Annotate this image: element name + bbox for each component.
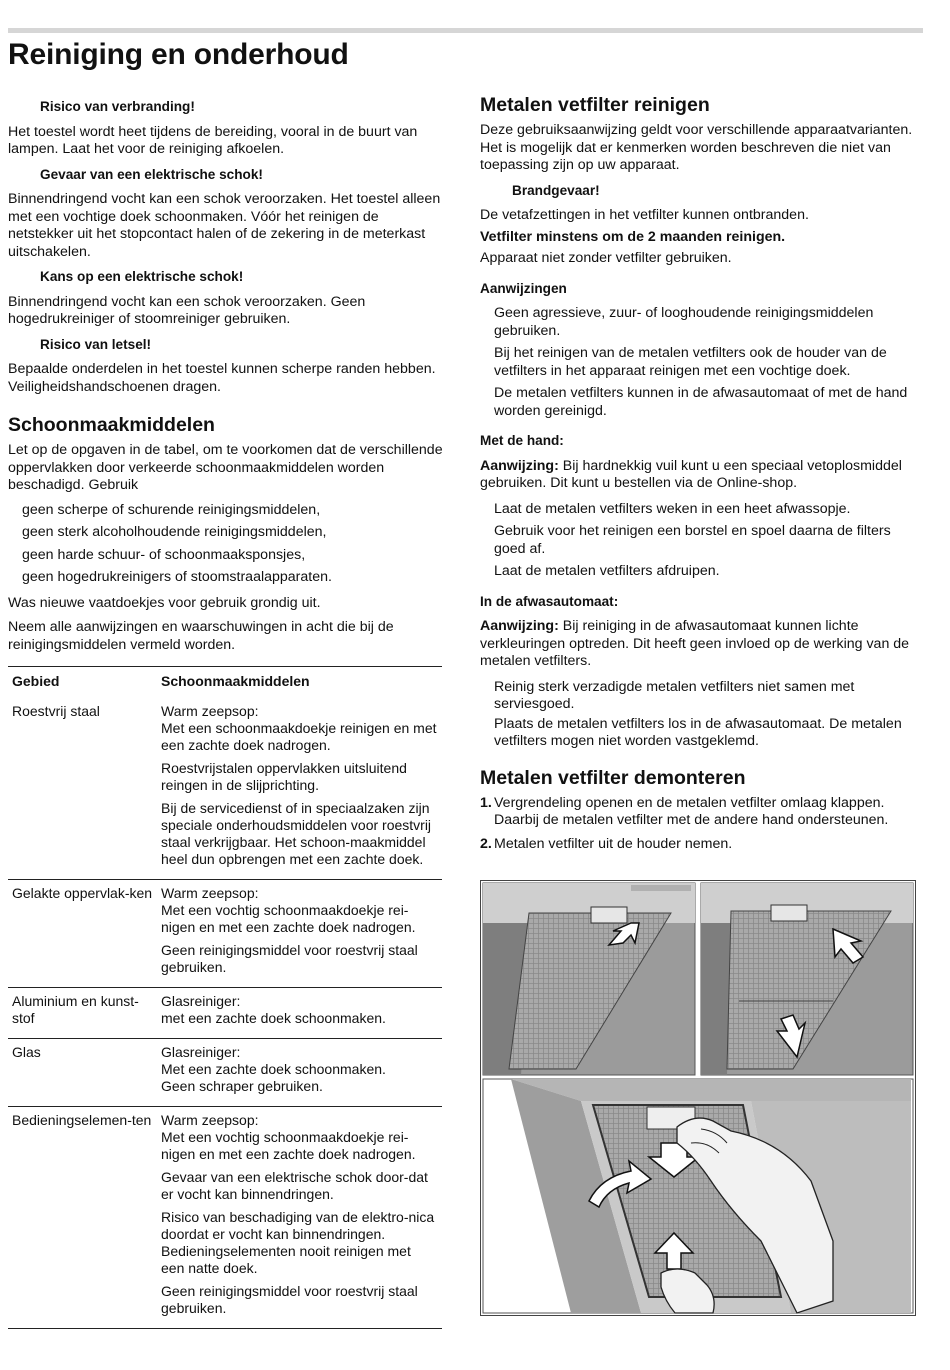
cleaning-list-item: geen sterk alcoholhoudende reinigingsmiddelen, bbox=[22, 524, 327, 540]
table-cell-agent bbox=[157, 698, 442, 880]
warning-text: Het toestel wordt heet tijdens de bereiding, vooral in de buurt van lampen. Laat het voor de reiniging afkoelen. bbox=[8, 123, 418, 157]
hand-note bbox=[480, 458, 920, 493]
cleaning-list-item: geen scherpe of schurende reinigingsmiddelen, bbox=[22, 501, 321, 518]
step-text: Metalen vetfilter uit de houder nemen. bbox=[494, 835, 733, 852]
panel-remove bbox=[483, 1079, 913, 1313]
note-label: Aanwijzing: bbox=[480, 457, 559, 474]
table-row bbox=[8, 880, 442, 988]
table-cell-agent bbox=[157, 880, 442, 988]
table-cell-paragraph: Geen reinigingsmiddel voor roestvrij staal gebruiken. bbox=[161, 942, 418, 975]
fire-warning-text: De vetafzettingen in het vetfilter kunnen ontbranden. bbox=[480, 207, 809, 223]
note-text: Bij reiniging in de afwasautomaat kunnen lichte verkleuringen optreden. Dit heeft geen invloed op de werking van de metalen vetfilters. bbox=[480, 618, 910, 669]
table-cell-paragraph: Glasreiniger: met een zachte doek schoonmaken. bbox=[161, 993, 386, 1026]
hand-step: Laat de metalen vetfilters afdruipen. bbox=[494, 563, 720, 579]
warning-label: Risico van verbranding! bbox=[40, 99, 195, 114]
page-title: Reiniging en onderhoud bbox=[8, 38, 349, 71]
fire-warning-text2: Apparaat niet zonder vetfilter gebruiken. bbox=[480, 250, 732, 266]
panel-fold-down bbox=[701, 883, 913, 1075]
right-column bbox=[480, 94, 920, 859]
table-cell-paragraph: Warm zeepsop: Met een vochtig schoonmaakdoekje rei-nigen en met een zachte doek nadrogen. bbox=[161, 1112, 416, 1162]
table-cell-area: Aluminium en kunst-stof bbox=[8, 988, 157, 1039]
fire-warning-bold: Vetfilter minstens om de 2 maanden reinigen. bbox=[480, 228, 786, 245]
filter-dismount-illustration bbox=[480, 880, 916, 1316]
dishwasher-step: Reinig sterk verzadigde metalen vetfilters niet samen met serviesgoed. bbox=[494, 678, 855, 712]
note-label: Aanwijzing: bbox=[480, 618, 559, 634]
table-cell-paragraph: Glasreiniger: Met een zachte doek schoonmaken. Geen schraper gebruiken. bbox=[161, 1044, 386, 1094]
hand-step: Laat de metalen vetfilters weken in een heet afwassopje. bbox=[494, 500, 851, 517]
table-cell-area: Glas bbox=[8, 1039, 157, 1107]
warning-text: Bepaalde onderdelen in het toestel kunnen scherpe randen hebben. Veiligheidshandschoenen dragen. bbox=[8, 361, 436, 395]
left-column bbox=[8, 94, 448, 1329]
cleaning-intro: Let op de opgaven in de tabel, om te voorkomen dat de verschillende oppervlakken door verkeerde schoonmaakmiddelen worden beschadigd. Gebruik bbox=[8, 442, 443, 493]
dishwasher-heading: In de afwasautomaat: bbox=[480, 593, 619, 609]
warning-label: Kans op een elektrische schok! bbox=[40, 269, 244, 284]
step-number: 1. bbox=[480, 794, 492, 811]
table-cell-paragraph: Risico van beschadiging van de elektro-nica doordat er vocht kan binnendringen. Bedieningselementen nooit reinigen met een natte doek. bbox=[161, 1209, 435, 1276]
table-row bbox=[8, 698, 442, 880]
top-rule bbox=[8, 28, 923, 33]
table-cell-paragraph: Geen reinigingsmiddel voor roestvrij staal gebruiken. bbox=[161, 1283, 418, 1316]
warning-label: Risico van letsel! bbox=[40, 336, 152, 352]
warning-text: Binnendringend vocht kan een schok veroorzaken. Het toestel alleen met een vochtige doek schoonmaken. Vóór het reinigen de netstekker uit het stopcontact halen of de zekering in de meterkast uitschakelen. bbox=[8, 191, 441, 260]
hand-heading: Met de hand: bbox=[480, 433, 564, 448]
hint-item: De metalen vetfilters kunnen in de afwasautomaat of met de hand worden gereinigd. bbox=[494, 385, 908, 419]
hand-step: Gebruik voor het reinigen een borstel en spoel daarna de filters goed af. bbox=[494, 523, 891, 557]
table-cell-paragraph: Warm zeepsop: Met een schoonmaakdoekje reinigen en met een zachte doek nadrogen. bbox=[161, 703, 437, 753]
table-cell-paragraph: Warm zeepsop: Met een vochtig schoonmaakdoekje rei-nigen en met een zachte doek nadrogen. bbox=[161, 885, 416, 935]
hint-item: Geen agressieve, zuur- of looghoudende reinigingsmiddelen gebruiken. bbox=[494, 305, 874, 339]
step-number: 2. bbox=[480, 835, 492, 852]
table-cell-paragraph: Bij de servicedienst of in speciaalzaken zijn speciale onderhoudsmiddelen voor roestvrij staal verkrijgbaar. Het schoon-maakmiddel heel dun opbrengen met een zachte doek. bbox=[161, 800, 432, 867]
cleaning-table bbox=[8, 666, 442, 1329]
filter-clean-heading: Metalen vetfilter reinigen bbox=[480, 94, 710, 116]
hint-item: Bij het reinigen van de metalen vetfilters ook de houder van de vetfilters in het apparaat reinigen met een vochtige doek. bbox=[494, 345, 887, 379]
step-text: Vergrendeling openen en de metalen vetfilter omlaag klappen. Daarbij de metalen vetfilter met de andere hand ondersteunen. bbox=[494, 794, 889, 828]
hints-heading: Aanwijzingen bbox=[480, 280, 567, 296]
cleaning-list-item: geen hogedrukreinigers of stoomstraalapparaten. bbox=[22, 569, 332, 585]
notes-paragraph: Neem alle aanwijzingen en waarschuwingen in acht die bij de reinigingsmiddelen vermeld worden. bbox=[8, 619, 394, 653]
warning-label: Gevaar van een elektrische schok! bbox=[40, 166, 263, 182]
dishwasher-note bbox=[480, 618, 920, 671]
table-cell-paragraph: Gevaar van een elektrische schok door-dat er vocht kan binnendringen. bbox=[161, 1169, 428, 1202]
illustration-svg bbox=[481, 881, 915, 1315]
cleaning-heading: Schoonmaakmiddelen bbox=[8, 414, 215, 436]
table-cell-area: Bedieningselemen-ten bbox=[8, 1107, 157, 1329]
fire-warning-label: Brandgevaar! bbox=[512, 182, 600, 198]
panel-unlock bbox=[483, 883, 695, 1075]
filter-clean-intro: Deze gebruiksaanwijzing geldt voor verschillende apparaatvarianten. Het is mogelijk dat er kenmerken worden beschreven die niet van toepassing zijn op uw apparaat. bbox=[480, 122, 913, 173]
cleaning-list-item: geen harde schuur- of schoonmaaksponsjes, bbox=[22, 546, 306, 563]
table-cell-agent bbox=[157, 1039, 442, 1107]
note-text: Bij hardnekkig vuil kunt u een speciaal vetoplosmiddel gebruiken. Dit kunt u bestellen via de Online-shop. bbox=[480, 457, 902, 491]
table-cell-agent bbox=[157, 988, 442, 1039]
warning-text: Binnendringend vocht kan een schok veroorzaken. Geen hogedrukreiniger of stoomreiniger gebruiken. bbox=[8, 293, 366, 327]
dishwasher-step: Plaats de metalen vetfilters los in de afwasautomaat. De metalen vetfilters mogen niet worden vastgeklemd. bbox=[494, 715, 902, 749]
table-cell-paragraph: Roestvrijstalen oppervlakken uitsluitend reingen in de slijprichting. bbox=[161, 760, 407, 793]
table-row bbox=[8, 1107, 442, 1329]
dismount-step bbox=[480, 795, 920, 830]
table-body bbox=[8, 698, 442, 1329]
wash-paragraph: Was nieuwe vaatdoekjes voor gebruik grondig uit. bbox=[8, 594, 321, 611]
table-header-agent: Schoonmaakmiddelen bbox=[161, 673, 310, 689]
dismount-step bbox=[480, 836, 920, 854]
table-row bbox=[8, 1039, 442, 1107]
table-header-area: Gebied bbox=[12, 673, 60, 689]
table-cell-agent bbox=[157, 1107, 442, 1329]
table-cell-area: Roestvrij staal bbox=[12, 703, 100, 719]
table-row bbox=[8, 988, 442, 1039]
dismount-heading: Metalen vetfilter demonteren bbox=[480, 766, 746, 789]
table-cell-area: Gelakte oppervlak-ken bbox=[8, 880, 157, 988]
